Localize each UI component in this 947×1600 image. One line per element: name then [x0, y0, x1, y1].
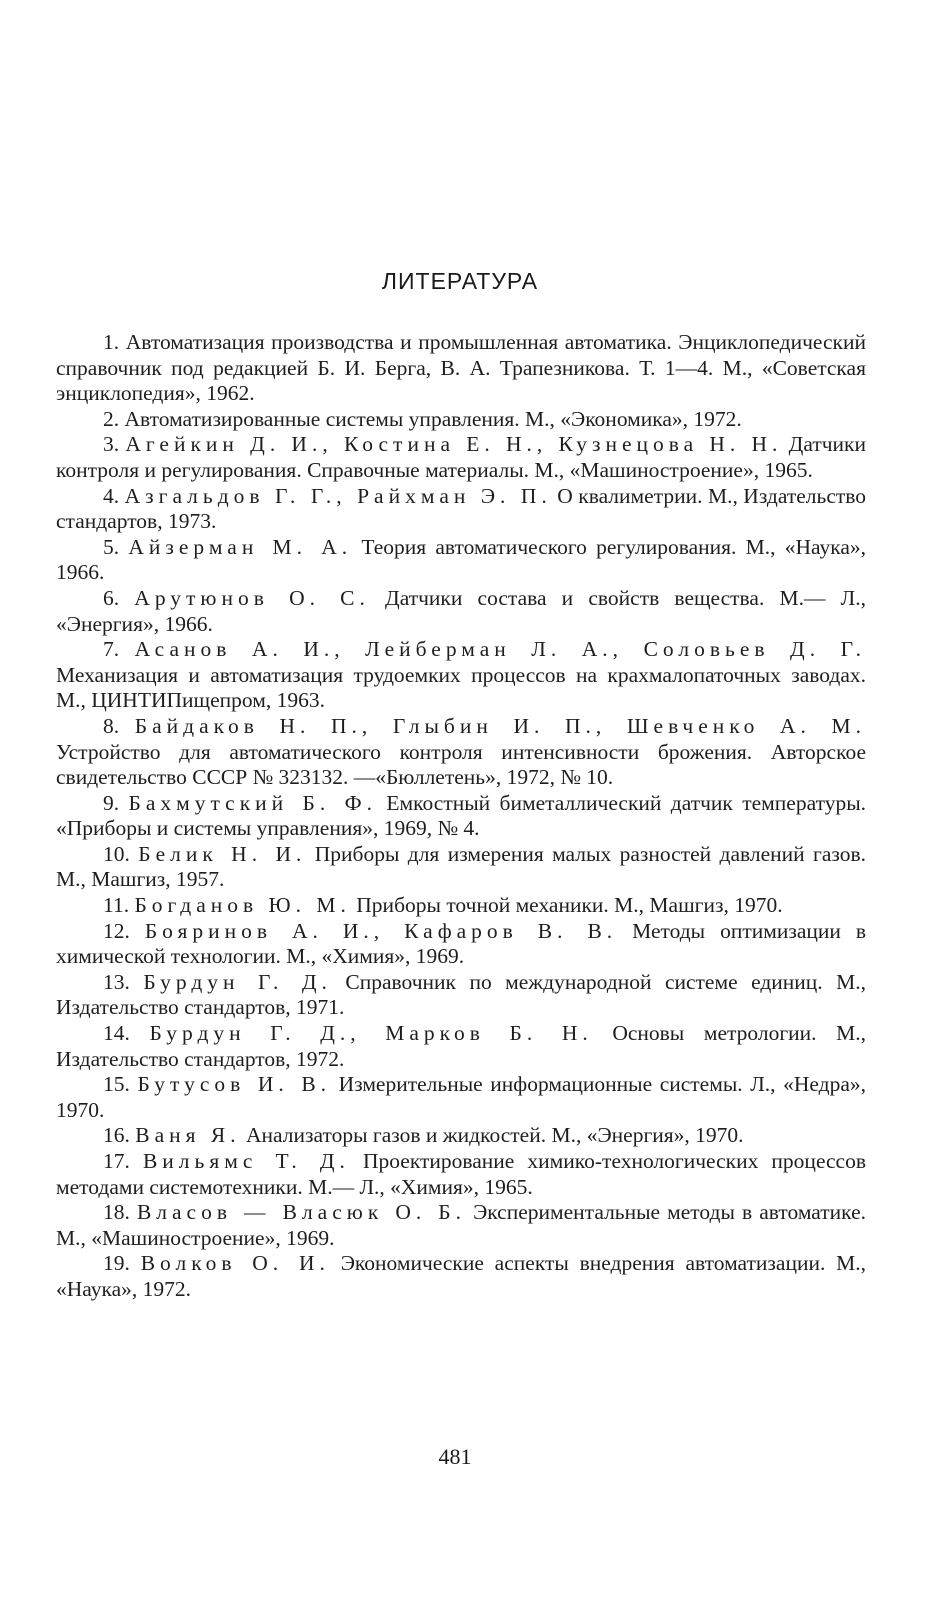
reference-authors: Асанов А. И., Лейберман Л. А., Соловьев Д. Г.	[134, 637, 866, 662]
reference-number: 14.	[103, 1021, 130, 1046]
reference-number: 7.	[103, 637, 120, 662]
reference-number: 13.	[103, 969, 130, 994]
reference-number: 10.	[103, 841, 130, 866]
reference-number: 18.	[103, 1200, 130, 1225]
reference-text: Приборы точной механики. М., Машгиз, 1970.	[356, 893, 783, 918]
reference-text: Основы метрологии. М., Издательство стандартов, 1972.	[56, 1021, 867, 1071]
reference-authors: Волков О. И.	[140, 1251, 330, 1276]
reference-item	[56, 484, 866, 535]
reference-text: Проектирование химико-технологических процессов методами системотехники. М.— Л., «Химия», 1965.	[56, 1149, 867, 1199]
reference-item	[56, 842, 866, 893]
reference-text: Автоматизированные системы управления. М., «Экономика», 1972.	[124, 406, 742, 431]
reference-authors: Азгальдов Г. Г., Райхман Э. П.	[124, 483, 552, 508]
reference-number: 2.	[103, 406, 120, 431]
reference-text: Методы оптимизации в химической технологии. М., «Химия», 1969.	[56, 918, 867, 969]
reference-number: 11.	[103, 893, 130, 918]
reference-text: Приборы для измерения малых разностей давлений газов. М., Машгиз, 1957.	[56, 841, 867, 892]
reference-text: Справочник по международной системе единиц. М., Издательство стандартов, 1971.	[56, 969, 867, 1020]
reference-text: Измерительные информационные системы. Л., «Недра», 1970.	[56, 1072, 866, 1122]
reference-item	[56, 1149, 866, 1200]
reference-text: О квалиметрии. М., Издательство стандартов, 1973.	[56, 483, 867, 534]
reference-text: Устройство для автоматического контроля интенсивности брожения. Авторское свидетельство СССР № 323132. —«Бюллетень», 1972, № 10.	[56, 739, 866, 790]
reference-item	[56, 330, 866, 407]
reference-authors: Вильямс Т. Д.	[142, 1149, 350, 1173]
reference-text: Датчики контроля и регулирования. Справочные материалы. М., «Машиностроение», 1965.	[56, 432, 866, 482]
reference-authors: Бояринов А. И., Кафаров В. В.	[144, 918, 618, 943]
reference-number: 19.	[103, 1251, 130, 1276]
reference-authors: Богданов Ю. М.	[134, 893, 351, 918]
reference-item	[56, 1021, 866, 1072]
reference-text: Экспериментальные методы в автоматике. М., «Машиностроение», 1969.	[56, 1200, 866, 1250]
reference-number: 4.	[103, 483, 120, 508]
reference-item	[56, 1123, 866, 1149]
reference-authors: Айзерман М. А.	[128, 534, 353, 559]
reference-authors: Белик Н. И.	[138, 841, 307, 866]
reference-item	[56, 970, 866, 1021]
reference-item	[56, 407, 866, 433]
reference-authors: Бурдун Г. Д., Марков Б. Н.	[149, 1021, 593, 1046]
reference-item	[56, 919, 866, 970]
reference-number: 15.	[103, 1072, 130, 1097]
reference-text: Экономические аспекты внедрения автоматизации. М., «Наука», 1972.	[56, 1251, 867, 1301]
reference-item	[56, 893, 866, 919]
reference-number: 1.	[103, 330, 120, 354]
reference-item	[56, 586, 866, 637]
reference-text: Емкостный биметаллический датчик температуры. «Приборы и системы управления», 1969, № 4.	[56, 790, 867, 841]
reference-authors: Ваня Я.	[135, 1123, 241, 1148]
reference-number: 9.	[103, 790, 120, 815]
reference-item	[56, 791, 866, 842]
reference-item	[56, 1072, 866, 1123]
reference-number: 12.	[103, 918, 130, 943]
reference-item	[56, 714, 866, 791]
reference-text: Механизация и автоматизация трудоемких процессов на крахмалопаточных заводах. М., ЦИНТИПищепром, 1963.	[56, 662, 866, 713]
reference-text: Автоматизация производства и промышленная автоматика. Энциклопедический справочник под редакцией Б. И. Берга, В. А. Трапезникова. Т. 1—4. М., «Советская энциклопедия», 1962.	[56, 330, 867, 406]
reference-authors: Бахмутский Б. Ф.	[128, 790, 378, 815]
reference-item	[56, 535, 866, 586]
reference-text: Датчики состава и свойств вещества. М.— Л., «Энергия», 1966.	[56, 585, 867, 636]
reference-authors: Байдаков Н. П., Глыбин И. П., Шевченко А. М.	[134, 713, 867, 738]
reference-number: 16.	[103, 1123, 130, 1148]
reference-list	[56, 330, 866, 1303]
reference-item	[56, 1200, 866, 1251]
reference-item	[56, 1251, 866, 1302]
reference-number: 3.	[103, 432, 120, 457]
reference-number: 17.	[103, 1149, 130, 1173]
reference-item	[56, 432, 866, 483]
reference-authors: Бурдун Г. Д.	[143, 969, 332, 994]
page-title: ЛИТЕРАТУРА	[381, 268, 539, 294]
reference-number: 6.	[103, 585, 120, 610]
reference-authors: Агейкин Д. И., Костина Е. Н., Кузнецова Н. Н.	[125, 432, 783, 457]
page-number: 481	[438, 1444, 472, 1469]
reference-text: Теория автоматического регулирования. М., «Наука», 1966.	[56, 534, 866, 585]
reference-number: 8.	[103, 713, 120, 738]
reference-item	[56, 637, 866, 714]
reference-authors: Арутюнов О. С.	[134, 585, 370, 610]
reference-text: Анализаторы газов и жидкостей. М., «Энергия», 1970.	[246, 1123, 744, 1148]
reference-authors: Бутусов И. В.	[137, 1072, 332, 1097]
reference-authors: Власов — Власюк О. Б.	[136, 1200, 467, 1225]
reference-number: 5.	[103, 534, 120, 559]
